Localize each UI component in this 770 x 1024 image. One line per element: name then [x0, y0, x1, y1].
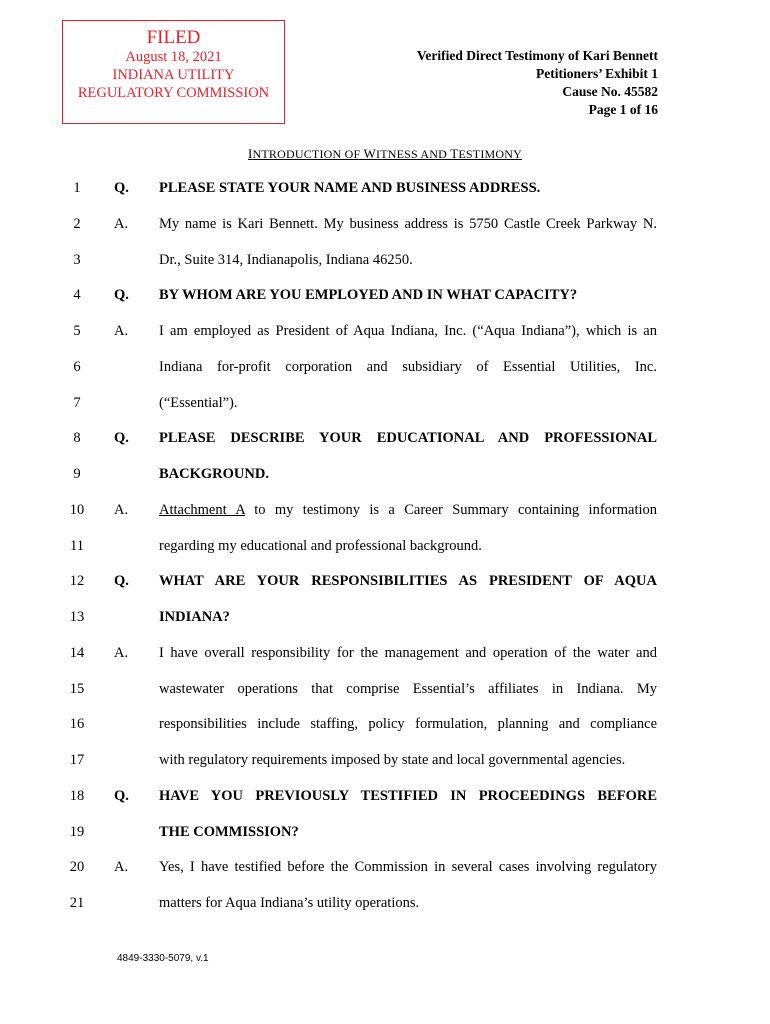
- header-title: Verified Direct Testimony of Kari Bennett: [416, 48, 658, 63]
- line-text: (“Essential”).: [159, 394, 238, 411]
- line-text: BY WHOM ARE YOU EMPLOYED AND IN WHAT CAPACITY?: [159, 287, 578, 304]
- attachment-a-link[interactable]: Attachment A: [159, 501, 245, 518]
- line-number: 21: [69, 895, 85, 911]
- stamp-org-line2: REGULATORY COMMISSION: [77, 85, 270, 101]
- testimony-line: [0, 752, 770, 774]
- line-number: 3: [73, 251, 81, 268]
- document-header: [417, 47, 658, 119]
- line-text: PLEASE STATE YOUR NAME AND BUSINESS ADDRESS.: [159, 180, 541, 196]
- testimony-line: [0, 252, 770, 274]
- testimony-line: [0, 824, 770, 846]
- line-text: BACKGROUND.: [159, 466, 269, 482]
- line-text: matters for Aqua Indiana’s utility operations.: [159, 895, 420, 911]
- line-text: INDIANA?: [159, 609, 230, 625]
- answer-label: A.: [114, 859, 129, 876]
- testimony-line: [0, 430, 770, 452]
- testimony-line: [0, 681, 770, 703]
- header-page: Page 1 of 16: [588, 102, 658, 117]
- line-number: 13: [69, 609, 85, 625]
- line-number: 15: [69, 680, 85, 697]
- filed-stamp: [62, 20, 285, 124]
- section-title-W: W: [363, 146, 377, 161]
- line-number: 19: [69, 823, 85, 840]
- testimony-line: [0, 645, 770, 667]
- testimony-line: [0, 573, 770, 595]
- stamp-org-line1: INDIANA UTILITY: [112, 67, 235, 83]
- question-label: Q.: [114, 287, 129, 304]
- line-number: 18: [69, 787, 85, 804]
- line-number: 11: [70, 537, 84, 554]
- stamp-date: August 18, 2021: [125, 49, 222, 65]
- question-label: Q.: [114, 573, 129, 590]
- stamp-filed: FILED: [146, 27, 201, 48]
- testimony-line: [0, 538, 770, 560]
- question-label: Q.: [114, 787, 129, 804]
- line-text: THE COMMISSION?: [159, 823, 299, 840]
- line-number: 14: [69, 644, 85, 661]
- testimony-line: [0, 895, 770, 917]
- line-number: 1: [73, 180, 81, 196]
- line-text: regarding my educational and professional background.: [159, 537, 482, 554]
- line-number: 10: [69, 501, 85, 518]
- line-number: 9: [73, 466, 81, 482]
- section-title: [0, 146, 770, 162]
- section-title-T: T: [450, 146, 459, 161]
- header-cause: Cause No. 45582: [562, 84, 658, 99]
- testimony-line: [0, 323, 770, 345]
- line-number: 17: [69, 752, 85, 768]
- answer-label: A.: [114, 323, 129, 339]
- testimony-line: [0, 216, 770, 238]
- testimony-line: [0, 716, 770, 738]
- testimony-line: [0, 609, 770, 631]
- line-text: WHAT ARE YOUR RESPONSIBILITIES AS PRESIDENT OF AQUA: [159, 573, 657, 590]
- section-title-i: I: [248, 146, 253, 161]
- line-text: Yes, I have testified before the Commission in several cases involving regulatory: [159, 859, 657, 876]
- answer-label: A.: [114, 644, 129, 661]
- line-text: HAVE YOU PREVIOUSLY TESTIFIED IN PROCEEDINGS BEFORE: [159, 787, 657, 804]
- line-text: I have overall responsibility for the management and operation of the water and: [159, 644, 657, 661]
- line-text: wastewater operations that comprise Essential’s affiliates in Indiana. My: [159, 680, 657, 697]
- line-text: My name is Kari Bennett. My business address is 5750 Castle Creek Parkway N.: [159, 215, 657, 232]
- question-label: Q.: [114, 180, 129, 196]
- testimony-line: [0, 359, 770, 381]
- line-text: Indiana for-profit corporation and subsidiary of Essential Utilities, Inc.: [159, 358, 657, 375]
- section-title-w2: ITNESS AND: [376, 147, 451, 161]
- line-number: 20: [69, 859, 85, 876]
- line-text: with regulatory requirements imposed by state and local governmental agencies.: [159, 752, 626, 768]
- line-text: [159, 502, 657, 519]
- header-exhibit: Petitioners’ Exhibit 1: [536, 66, 658, 81]
- line-text: Dr., Suite 314, Indianapolis, Indiana 46250.: [159, 251, 413, 268]
- line-number: 4: [73, 287, 81, 304]
- line-number: 2: [73, 215, 81, 232]
- line-number: 12: [69, 573, 85, 590]
- line-number: 6: [73, 358, 81, 375]
- section-title-w3: ESTIMONY: [458, 147, 522, 161]
- line-text: PLEASE DESCRIBE YOUR EDUCATIONAL AND PROFESSIONAL: [159, 430, 657, 447]
- answer-label: A.: [114, 215, 129, 232]
- testimony-line: [0, 180, 770, 202]
- line-text-rest: to my testimony is a Career Summary containing information: [244, 501, 658, 518]
- line-number: 16: [69, 716, 85, 733]
- question-label: Q.: [114, 430, 129, 447]
- line-text: I am employed as President of Aqua Indiana, Inc. (“Aqua Indiana”), which is an: [159, 323, 657, 339]
- answer-label: A.: [114, 501, 129, 518]
- line-number: 7: [73, 394, 81, 411]
- testimony-line: [0, 395, 770, 417]
- testimony-line: [0, 502, 770, 524]
- line-number: 5: [73, 323, 81, 339]
- footer-doc-id: 4849-3330-5079, v.1: [117, 953, 209, 964]
- testimony-line: [0, 788, 770, 810]
- line-number: 8: [73, 430, 81, 447]
- line-text: responsibilities include staffing, policy formulation, planning and compliance: [159, 716, 657, 733]
- testimony-line: [0, 287, 770, 309]
- testimony-line: [0, 466, 770, 488]
- testimony-line: [0, 859, 770, 881]
- section-title-w1: NTRODUCTION OF: [252, 147, 364, 161]
